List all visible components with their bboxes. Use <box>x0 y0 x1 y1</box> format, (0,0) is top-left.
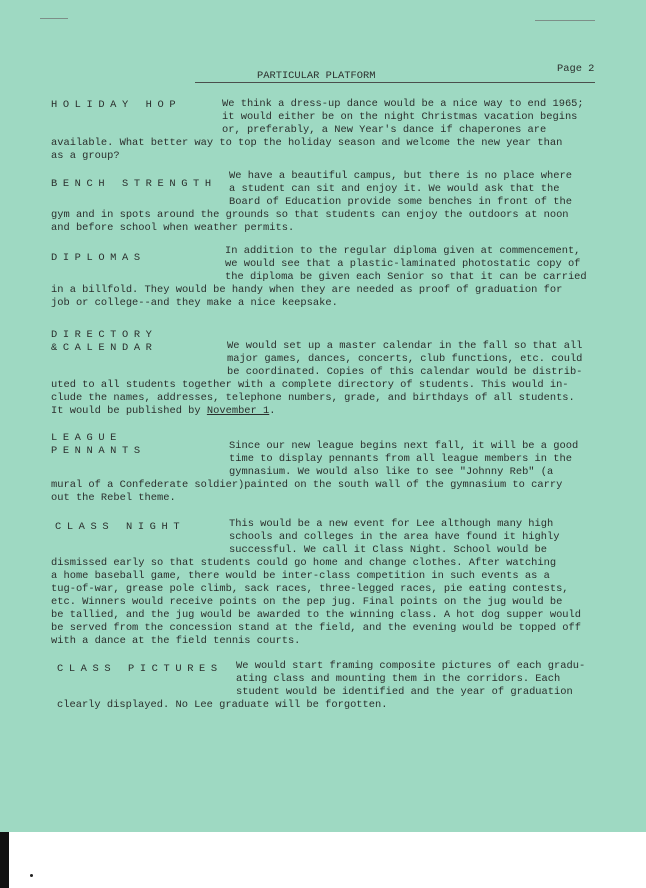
section-heading: BENCH STRENGTH <box>51 178 217 190</box>
stray-mark <box>40 18 68 19</box>
section-text-line: mural of a Confederate soldier)painted on the south wall of the gymnasium to carry <box>51 479 563 491</box>
section-text-line: clearly displayed. No Lee graduate will be forgotten. <box>57 699 388 711</box>
sentence-period: . <box>269 405 276 417</box>
section-heading: &CALENDAR <box>51 342 158 354</box>
section-text-line: a home baseball game, there would be inter-class competition in such events as a <box>51 570 550 582</box>
section-text-line: the diploma be given each Senior so that it can be carried <box>225 271 587 283</box>
section-text-line: major games, dances, concerts, club functions, etc. could <box>227 353 583 365</box>
section-heading: LEAGUE <box>51 432 123 444</box>
section-heading: HOLIDAY HOP <box>51 99 182 111</box>
section-text-line: out the Rebel theme. <box>51 492 176 504</box>
section-text-line: available. What better way to top the holiday season and welcome the new year than <box>51 137 563 149</box>
section-text-line: successful. We call it Class Night. School would be <box>229 544 548 556</box>
section-text-line: schools and colleges in the area have found it highly <box>229 531 560 543</box>
section-heading: DIPLOMAS <box>51 252 146 264</box>
section-text-line: etc. Winners would receive points on the pep jug. Final points on the jug would be <box>51 596 563 608</box>
section-text-line: This would be a new event for Lee although many high <box>229 518 554 530</box>
section-text-line: be tallied, and the jug would be awarded to the winning class. A hot dog supper would <box>51 609 582 621</box>
section-text-line: dismissed early so that students could go home and change clothes. After watching <box>51 557 557 569</box>
section-text-line <box>51 405 276 418</box>
section-heading: DIRECTORY <box>51 329 158 341</box>
section-text-line: be served from the concession stand at the field, and the evening would be topped off <box>51 622 582 634</box>
section-text-line: and before school when weather permits. <box>51 222 295 234</box>
section-text-line: Since our new league begins next fall, it will be a good <box>229 440 579 452</box>
section-text-line: student would be identified and the year of graduation <box>236 686 573 698</box>
section-text-line: We would set up a master calendar in the fall so that all <box>227 340 583 352</box>
section-text-line: job or college--and they make a nice keepsake. <box>51 297 338 309</box>
header-rule <box>195 82 595 83</box>
section-text-line: Board of Education provide some benches in front of the <box>229 196 572 208</box>
section-text-line: a student can sit and enjoy it. We would ask that the <box>229 183 560 195</box>
section-heading: CLASS PICTURES <box>57 663 223 675</box>
section-text-line: In addition to the regular diploma given at commencement, <box>225 245 581 257</box>
section-text-line: clude the names, addresses, telephone numbers, grade, and birthdays of all students. <box>51 392 575 404</box>
section-text-line: time to display pennants from all league members in the <box>229 453 572 465</box>
underlined-date: November 1 <box>206 405 270 417</box>
section-heading: CLASS NIGHT <box>55 521 186 533</box>
stray-mark <box>535 20 595 21</box>
section-heading: PENNANTS <box>51 445 146 457</box>
section-text-line: We have a beautiful campus, but there is no place where <box>229 170 572 182</box>
page-number: Page 2 <box>557 63 595 75</box>
section-text-line: as a group? <box>51 150 120 162</box>
section-text-line: it would either be on the night Christmas vacation begins <box>222 111 578 123</box>
scan-shadow <box>0 832 9 888</box>
section-text-line: tug-of-war, grease pole climb, sack races, three-legged races, pie eating contests, <box>51 583 569 595</box>
section-text-line: we would see that a plastic-laminated photostatic copy of <box>225 258 581 270</box>
section-text-line: gymnasium. We would also like to see "Johnny Reb" (a <box>229 466 554 478</box>
section-text-line: in a billfold. They would be handy when they are needed as proof of graduation for <box>51 284 563 296</box>
page-title: PARTICULAR PLATFORM <box>257 70 376 82</box>
section-text-line: It would be published by <box>51 405 207 417</box>
section-text-line: ating class and mounting them in the corridors. Each <box>236 673 561 685</box>
section-text-line: We would start framing composite pictures of each gradu- <box>236 660 586 672</box>
section-text-line: with a dance at the field tennis courts. <box>51 635 301 647</box>
section-text-line: or, preferably, a New Year's dance if chaperones are <box>222 124 547 136</box>
section-text-line: uted to all students together with a complete directory of students. This would in- <box>51 379 569 391</box>
scan-speck <box>30 874 33 877</box>
section-text-line: gym and in spots around the grounds so that students can enjoy the outdoors at noon <box>51 209 569 221</box>
section-text-line: We think a dress-up dance would be a nice way to end 1965; <box>222 98 584 110</box>
section-text-line: be coordinated. Copies of this calendar would be distrib- <box>227 366 583 378</box>
